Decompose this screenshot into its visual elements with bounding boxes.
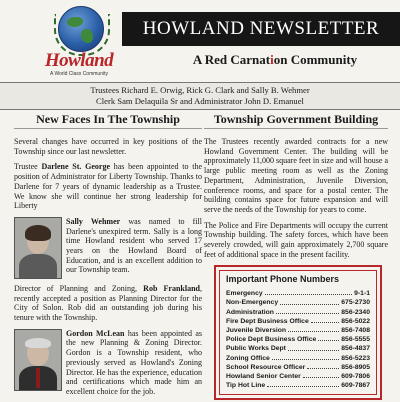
text-run: Trustee xyxy=(14,162,42,172)
phone-row xyxy=(226,344,370,353)
phone-row xyxy=(226,326,370,335)
phone-label: Howland Senior Center xyxy=(226,372,301,380)
phone-label: Police Dept Business Office xyxy=(226,336,317,344)
darlene-paragraph xyxy=(14,162,202,211)
phone-row xyxy=(226,335,370,344)
text-run: was named to fill Darlene's unexpired term. Sally is a long time Howland resident who served 17 years on the Howland Board of Education, and is an excellent addition to our Township team. xyxy=(66,216,202,275)
sally-photo xyxy=(14,217,62,279)
newsletter-title xyxy=(122,12,400,46)
gordon-profile xyxy=(14,329,202,397)
trustees-banner xyxy=(0,82,400,110)
slogan xyxy=(150,52,400,68)
new-faces-intro: Several changes have occurred in key positions of the Township since our last newsletter. xyxy=(14,137,202,156)
phone-row xyxy=(226,308,370,317)
howland-logo xyxy=(34,2,124,82)
name-darlene: Darlene St. George xyxy=(41,162,111,172)
phone-row xyxy=(226,289,370,298)
leader-dots xyxy=(318,335,339,341)
sally-profile xyxy=(14,217,202,279)
phone-row xyxy=(226,381,370,390)
phone-label: School Resource Officer xyxy=(226,363,306,371)
new-faces-column xyxy=(14,112,202,402)
text-run: has been appointed to the position of Administrator for Liberty Township. Thanks to Darlene for 7 years of dynamic leadership as a Trustee. We know she will continue her strong leadership for Liberty xyxy=(14,162,202,211)
phone-label: Fire Dept Business Office xyxy=(226,317,309,325)
phone-number: 856-8905 xyxy=(341,363,370,371)
slogan-part-1: A Red Carnat xyxy=(192,52,271,67)
phone-number: 609-7867 xyxy=(341,382,370,390)
name-gordon: Gordon McLean xyxy=(66,328,125,338)
building-paragraph-1: The Trustees recently awarded contracts for a new Howland Government Center. The building will be approximately 11,000 square feet in size and will house a large public meeting room as well as the Zoning Department, Administration, Juvenile Diversion, conference rooms, and space for a postal center. The building contains space for future expansion and will serve the needs of the Township for years to come. xyxy=(204,137,388,214)
phone-label: Zoning Office xyxy=(226,354,270,362)
newsletter-title-text: HOWLAND NEWSLETTER xyxy=(142,18,380,39)
leader-dots xyxy=(303,372,339,378)
phone-label: Public Works Dept xyxy=(226,345,286,353)
rob-paragraph xyxy=(14,284,202,323)
phone-number: 856-2340 xyxy=(341,308,370,316)
government-building-column xyxy=(204,112,388,400)
name-rob: Rob Frankland xyxy=(143,283,201,293)
phone-row xyxy=(226,317,370,326)
leader-dots xyxy=(272,354,339,360)
phone-label: Administration xyxy=(226,308,274,316)
phone-number: 856-5223 xyxy=(341,354,370,362)
leader-dots xyxy=(280,298,339,304)
phone-label: Non-Emergency xyxy=(226,299,279,307)
phone-row xyxy=(226,363,370,372)
phone-row xyxy=(226,298,370,307)
slogan-mark: i xyxy=(270,52,274,67)
phone-number: 609-7806 xyxy=(341,372,370,380)
slogan-part-2: on Community xyxy=(273,52,358,67)
leader-dots xyxy=(288,326,339,332)
gordon-photo xyxy=(14,329,62,391)
phone-numbers-box xyxy=(214,265,382,400)
phone-number: 856-7408 xyxy=(341,326,370,334)
phone-numbers-title: Important Phone Numbers xyxy=(226,274,340,285)
leader-dots xyxy=(307,363,339,369)
leader-dots xyxy=(267,381,339,387)
phone-row xyxy=(226,372,370,381)
phone-list xyxy=(226,289,370,390)
phone-label: Emergency xyxy=(226,290,263,298)
phone-number: 856-5022 xyxy=(341,317,370,325)
leader-dots xyxy=(311,317,340,323)
gordon-paragraph xyxy=(66,329,202,397)
text-run: , recently accepted a position as Planning Director for the City of Solon. Rob did an outstanding job during his tenure with the Township. xyxy=(14,283,203,323)
phone-label: Tip Hot Line xyxy=(226,382,266,390)
logo-tagline: A World Class Community xyxy=(50,71,108,77)
logo-wordmark: Howland xyxy=(44,50,114,71)
name-sally: Sally Wehmer xyxy=(66,216,121,226)
clerk-admin-line: Clerk Sam Delaquila Sr and Administrator John D. Emanuel xyxy=(96,96,304,106)
phone-row xyxy=(226,354,370,363)
leader-dots xyxy=(265,289,352,295)
phone-number: 9-1-1 xyxy=(354,290,370,298)
leader-dots xyxy=(288,344,339,350)
phone-number: 856-4837 xyxy=(341,345,370,353)
leader-dots xyxy=(276,308,339,314)
building-paragraph-2: The Police and Fire Departments will occupy the current Township building. The safety forces, which have been severely crowded, will gain approximately 2,700 square feet of additional space in the present facility. xyxy=(204,220,388,259)
sally-paragraph xyxy=(66,217,202,279)
new-faces-heading: New Faces In The Township xyxy=(14,112,202,129)
text-run: has been appointed as the new Planning & Zoning Director. Gordon is a Township resident, who previously served as Howland's Zoning Director. He has the experience, education and certifications which made him an excellent choice for the job. xyxy=(66,328,203,396)
text-run: Director of Planning and Zoning, xyxy=(14,283,144,293)
trustees-line: Trustees Richard E. Orwig, Rick G. Clark and Sally B. Wehmer xyxy=(90,85,310,95)
phone-label: Juvenile Diversion xyxy=(226,326,287,334)
phone-number: 856-5555 xyxy=(341,336,370,344)
phone-number: 675-2730 xyxy=(341,299,370,307)
government-building-heading: Township Government Building xyxy=(204,112,388,129)
